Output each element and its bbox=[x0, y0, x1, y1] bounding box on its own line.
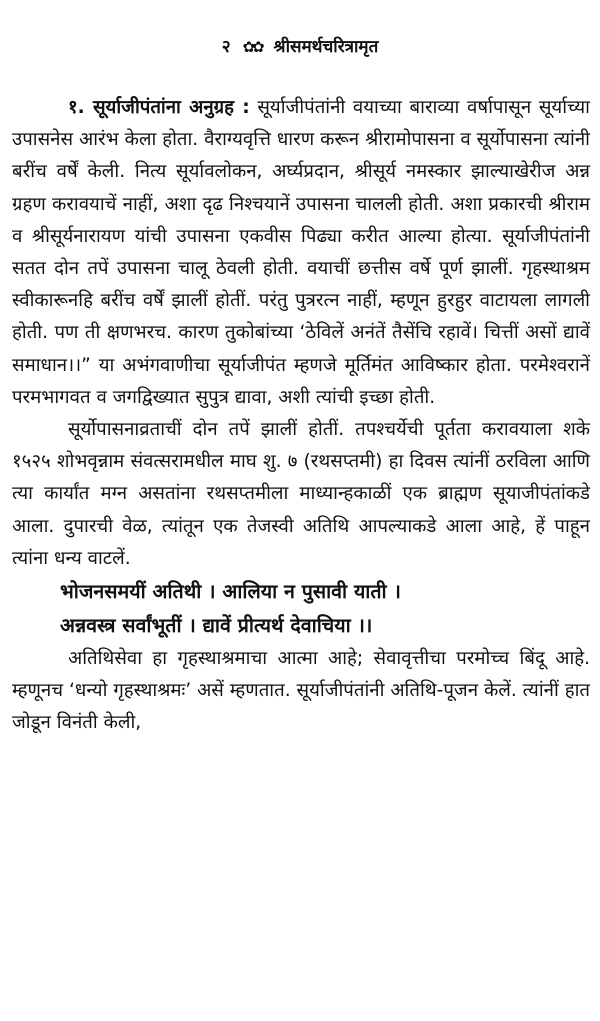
paragraph-1-text: सूर्याजीपंतांनी वयाच्या बाराव्या वर्षापासून सूर्याच्या उपासनेस आरंभ केला होता. वैराग्यवृत्ति धारण करून श्रीरामोपासना व सूर्योपासना त्यांनी बरींच वर्षें केली. नित्य सूर्यावलोकन, अर्घ्यप्रदान, श्रीसूर्य नमस्कार झाल्याखेरीज अन्न ग्रहण करावयाचें नाहीं, अशा दृढ निश्चयानें उपासना चालली होती. अशा प्रकारची श्रीराम व श्रीसूर्यनारायण यांची उपासना एकवीस पिढ्या करीत आल्या होत्या. सूर्याजीपंतांनी सतत दोन तपें उपासना चालू ठेवली होती. वयाचीं छत्तीस वर्षे पूर्ण झालीं. गृहस्थाश्रम स्वीकारूनहि बरींच वर्षें झालीं होतीं. परंतु पुत्ररत्न नाहीं, म्हणून हुरहुर वाटायला लागली होती. पण ती क्षणभरच. कारण तुकोबांच्या ‘ठेविलें अनंतें तैसेंचि रहावें। चित्तीं असों द्यावें समाधान।।” या अभंगवाणीचा सूर्याजीपंत म्हणजे मूर्तिमंत आविष्कार होता. परमेश्वरानें परमभागवत व जगद्विख्यात सुपुत्र द्यावा, अशी त्यांची इच्छा होती. bbox=[12, 97, 590, 408]
body-text bbox=[12, 92, 590, 740]
verse-line-1: भोजनसमयीं अतिथी । आलिया न पुसावी याती । bbox=[60, 580, 401, 604]
book-title: श्रीसमर्थचरित्रामृत bbox=[273, 37, 379, 57]
section-heading: १. सूर्याजीपंतांना अनुग्रह : bbox=[68, 97, 250, 118]
paragraph-1 bbox=[12, 92, 590, 414]
ornament-icon: ✿✿ bbox=[242, 38, 262, 56]
running-header bbox=[0, 36, 600, 58]
verse-line-2: अन्नवस्त्र सर्वांभूतीं । द्यावें प्रीत्यर्थ देवाचिया ।। bbox=[60, 614, 373, 638]
page-number: २ bbox=[221, 37, 231, 57]
paragraph-2: सूर्योपासनाव्रताचीं दोन तपें झालीं होतीं. तपश्चर्येची पूर्तता करावयाला शके १५२५ शोभवृन्नाम संवत्सरामधील माघ शु. ७ (रथसप्तमी) हा दिवस त्यांनीं ठरविला आणि त्या कार्यांत मग्न असतांना रथसप्तमीला माध्यान्हकाळीं एक ब्राह्मण सूयाजीपंतांकडे आला. दुपारची वेळ, त्यांतून एक तेजस्वी अतिथि आपल्याकडे आला आहे, हें पाहून त्यांना धन्य वाटलें. bbox=[12, 419, 590, 569]
paragraph-3: अतिथिसेवा हा गृहस्थाश्रमाचा आत्मा आहे; सेवावृत्तीचा परमोच्च बिंदू आहे. म्हणूनच ‘धन्यो गृहस्थाश्रमः’ असें म्हणतात. सूर्याजीपंतांनी अतिथि-पूजन केलें. त्यांनीं हात जोडून विनंती केली, bbox=[12, 648, 590, 734]
